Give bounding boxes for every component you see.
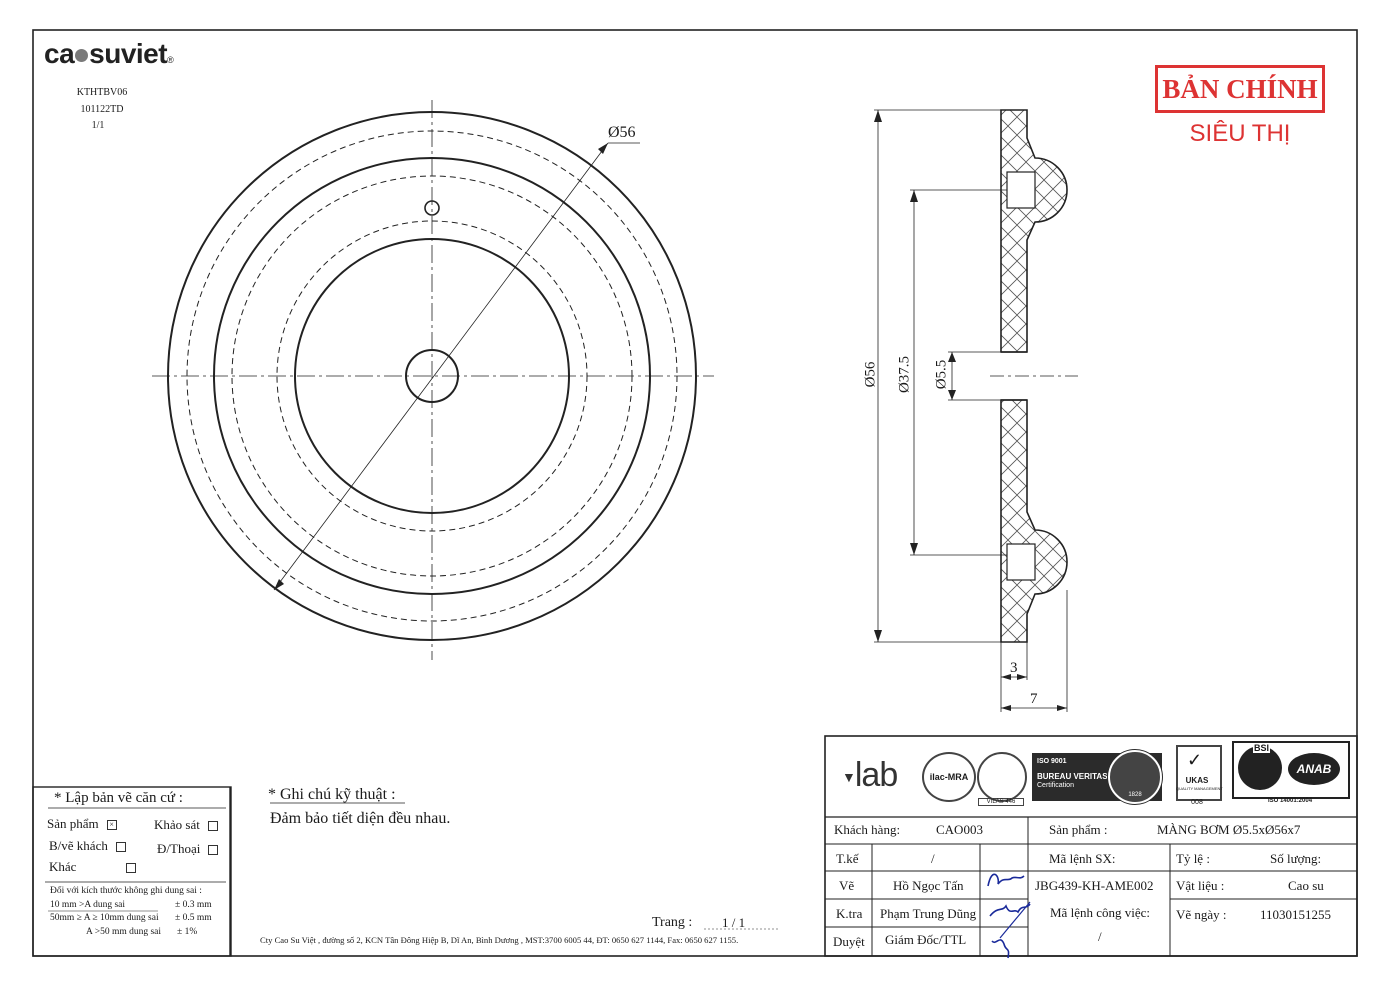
basis-title: * Lập bản vẽ căn cứ : xyxy=(54,790,183,806)
tolerance-value-2: ± 0.5 mm xyxy=(175,913,212,923)
date-value: 11030151255 xyxy=(1260,907,1332,922)
checked-by: Phạm Trung Dũng xyxy=(880,906,977,921)
checkbox-icon xyxy=(208,821,218,831)
crown-check-icon: ✓ xyxy=(1187,750,1203,770)
product-value: MÀNG BƠM Ø5.5xØ56x7 xyxy=(1157,822,1301,837)
thickness-3-label: 3 xyxy=(1010,660,1018,676)
company-address: Cty Cao Su Việt , đường số 2, KCN Tân Đông Hiệp B, Dĩ An, Bình Dương , MST:3700 6005 44, ĐT: 0650 627 1144, Fax: 0650 627 1155. xyxy=(260,935,739,945)
order-label: Mã lệnh SX: xyxy=(1049,851,1116,866)
page-value: 1 / 1 xyxy=(722,915,746,930)
vilas-seal-icon xyxy=(977,752,1027,802)
hole-diameter-label: Ø5.5 xyxy=(933,359,950,390)
design-value: / xyxy=(931,851,935,866)
tolerance-range-1: 10 mm >A dung sai xyxy=(50,900,126,910)
outer-diameter-label: Ø56 xyxy=(862,361,879,388)
ukas-label: UKAS xyxy=(1185,776,1209,785)
date-label: Vẽ ngày : xyxy=(1176,907,1227,922)
drawn-by: Hồ Ngọc Tấn xyxy=(893,878,964,893)
iso14001-label: ISO 14001:2004 xyxy=(1268,798,1313,804)
front-diameter-label: Ø56 xyxy=(608,124,636,141)
ilac-logo: ilac-MRA xyxy=(922,752,976,802)
lab-logo: ▼lab xyxy=(842,756,898,794)
original-stamp-text: BẢN CHÍNH xyxy=(1162,74,1318,104)
doc-page: 1/1 xyxy=(91,120,105,131)
customer-label: Khách hàng: xyxy=(834,822,901,837)
material-label: Vật liệu : xyxy=(1176,878,1225,893)
checkbox-icon xyxy=(116,842,126,852)
tolerance-title: Đối với kích thước không ghi dung sai : xyxy=(50,886,202,896)
drawn-label: Vẽ xyxy=(839,878,855,893)
vilas-label: VILAS 446 xyxy=(978,798,1024,806)
certification-label: Certification xyxy=(1037,782,1074,789)
bureau-veritas-label: BUREAU VERITAS xyxy=(1037,772,1108,781)
front-view xyxy=(152,100,714,660)
bead-diameter-label: Ø37.5 xyxy=(896,355,913,394)
signatures xyxy=(980,846,1060,966)
checkbox-checked-icon: × xyxy=(107,820,117,830)
order-number: JBG439-KH-AME002 xyxy=(1035,878,1154,893)
quantity-label: Số lượng: xyxy=(1270,851,1322,866)
ukas-number: 008 xyxy=(1191,799,1203,806)
tolerance-value-3: ± 1% xyxy=(177,927,198,937)
anab-logo: ANAB xyxy=(1288,753,1340,785)
section-view xyxy=(874,110,1078,712)
triangle-icon: ▼ xyxy=(842,769,855,786)
bv-year: 1828 xyxy=(1128,792,1142,798)
notes-text: Đảm bảo tiết diện đều nhau. xyxy=(270,810,451,827)
basis-item-product: Sản phẩm × xyxy=(47,816,117,832)
bsi-label: BSI xyxy=(1254,743,1270,753)
tolerance-range-3: A >50 mm dung sai xyxy=(86,927,162,937)
check-label: K.tra xyxy=(836,906,863,921)
customer-value: CAO003 xyxy=(936,822,983,837)
ukas-sub: QUALITY MANAGEMENT xyxy=(1176,786,1223,791)
notes-title: * Ghi chú kỹ thuật : xyxy=(268,786,396,803)
doc-code: KTHTBV06 xyxy=(76,87,128,98)
basis-item-survey: Khảo sát xyxy=(154,817,218,833)
basis-item-phone: Đ/Thoại xyxy=(157,841,218,857)
page-label: Trang : xyxy=(652,915,693,930)
company-logo: ca suviet® xyxy=(44,38,174,69)
basis-item-other: Khác xyxy=(49,859,136,875)
tolerance-value-1: ± 0.3 mm xyxy=(175,900,212,910)
basis-item-customer-drawing: B/vẽ khách xyxy=(49,838,126,854)
material-value: Cao su xyxy=(1288,878,1324,893)
approve-label: Duyệt xyxy=(833,934,865,949)
checkbox-icon xyxy=(126,863,136,873)
approved-by: Giám Đốc/TTL xyxy=(885,932,967,947)
design-label: T.kế xyxy=(836,851,859,866)
iso9001-label: ISO 9001 xyxy=(1037,758,1067,765)
doc-revision: 101122TD xyxy=(80,104,124,115)
job-value: / xyxy=(1098,929,1102,944)
checkbox-icon xyxy=(208,845,218,855)
product-label: Sản phẩm : xyxy=(1049,822,1108,837)
stamp-subtitle: SIÊU THỊ xyxy=(1189,120,1291,147)
job-label: Mã lệnh công việc: xyxy=(1050,905,1150,920)
thickness-7-label: 7 xyxy=(1030,691,1038,707)
scale-label: Tỷ lệ : xyxy=(1176,851,1210,866)
tolerance-range-2: 50mm ≥ A ≥ 10mm dung sai xyxy=(50,913,159,923)
